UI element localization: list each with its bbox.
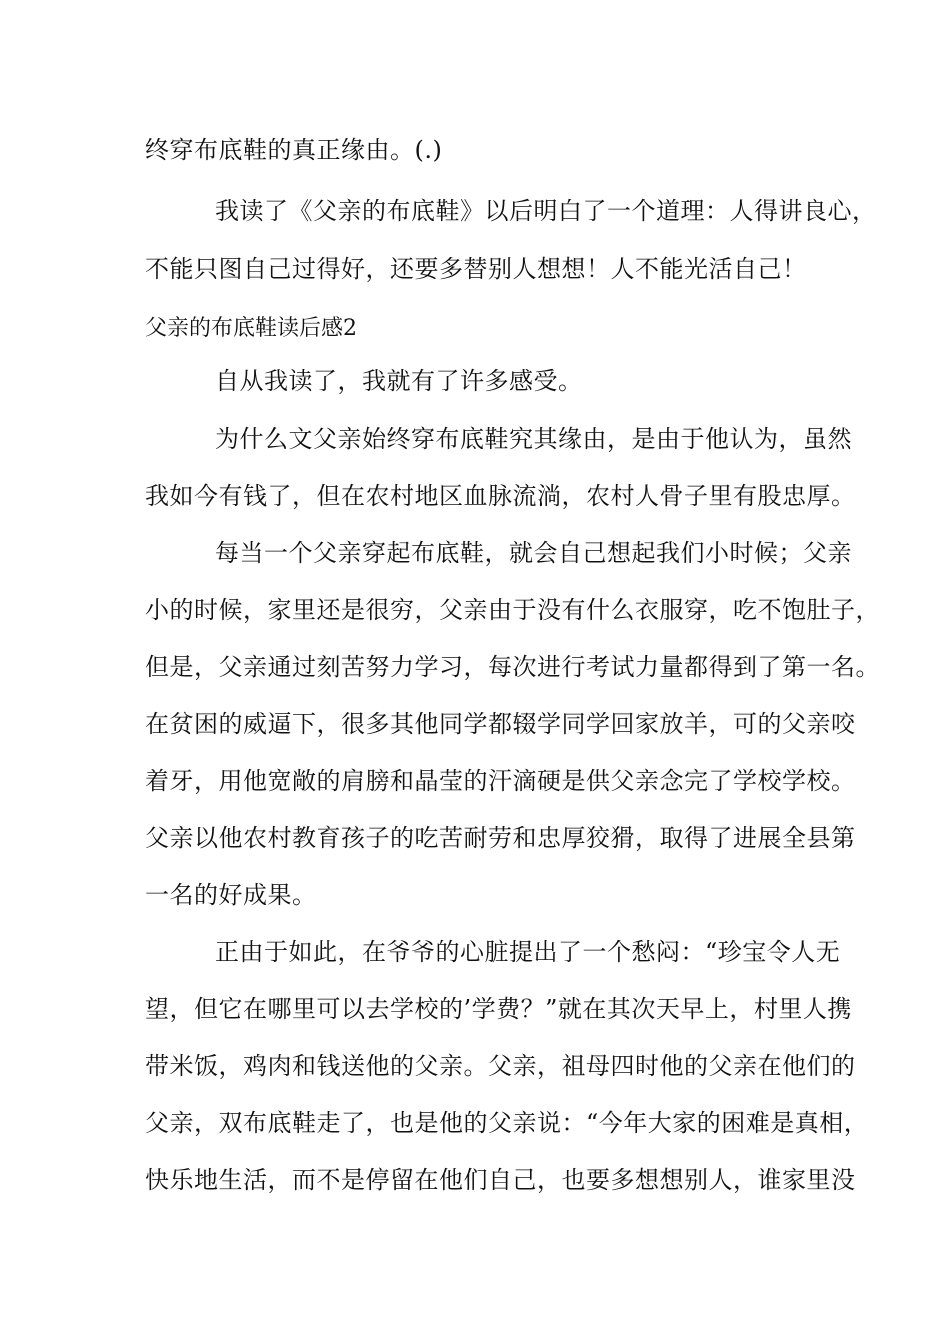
text-line: 不能只图自己过得好，还要多替别人想想！人不能光活自己！ (145, 255, 807, 283)
text-line: 自从我读了，我就有了许多感受。 (215, 367, 583, 395)
text-line: 一名的好成果。 (145, 881, 317, 909)
text-line: 着牙，用他宽敞的肩膀和晶莹的汗滴硬是供父亲念完了学校学校。 (145, 767, 856, 795)
section-heading: 父亲的布底鞋读后感2 (145, 316, 357, 341)
text-line: 父亲，双布底鞋走了，也是他的父亲说：“今年大家的困难是真相， (145, 1109, 869, 1137)
text-line: 带米饭，鸡肉和钱送他的父亲。父亲，祖母四时他的父亲在他们的 (145, 1052, 856, 1080)
text-line: 终穿布底鞋的真正缘由。(.) (145, 136, 443, 164)
text-line: 为什么文父亲始终穿布底鞋究其缘由，是由于他认为，虽然 (215, 425, 852, 453)
text-line: 但是，父亲通过刻苦努力学习，每次进行考试力量都得到了第一名。 (145, 653, 880, 681)
text-line: 父亲以他农村教育孩子的吃苦耐劳和忠厚狡猾，取得了进展全县第 (145, 824, 856, 852)
text-line: 望，但它在哪里可以去学校的’学费？”就在其次天早上，村里人携 (145, 995, 852, 1023)
text-line: 我读了《父亲的布底鞋》以后明白了一个道理：人得讲良心， (215, 197, 877, 225)
text-line: 快乐地生活，而不是停留在他们自己，也要多想想别人，谁家里没 (145, 1166, 856, 1194)
text-line: 小的时候，家里还是很穷，父亲由于没有什么衣服穿，吃不饱肚子， (145, 596, 880, 624)
text-line: 我如今有钱了，但在农村地区血脉流淌，农村人骨子里有股忠厚。 (145, 482, 856, 510)
text-line: 在贫困的威逼下，很多其他同学都辍学同学回家放羊，可的父亲咬 (145, 710, 856, 738)
text-line: 每当一个父亲穿起布底鞋，就会自己想起我们小时候；父亲 (215, 539, 852, 567)
text-line: 正由于如此，在爷爷的心脏提出了一个愁闷：“珍宝令人无 (215, 938, 841, 966)
